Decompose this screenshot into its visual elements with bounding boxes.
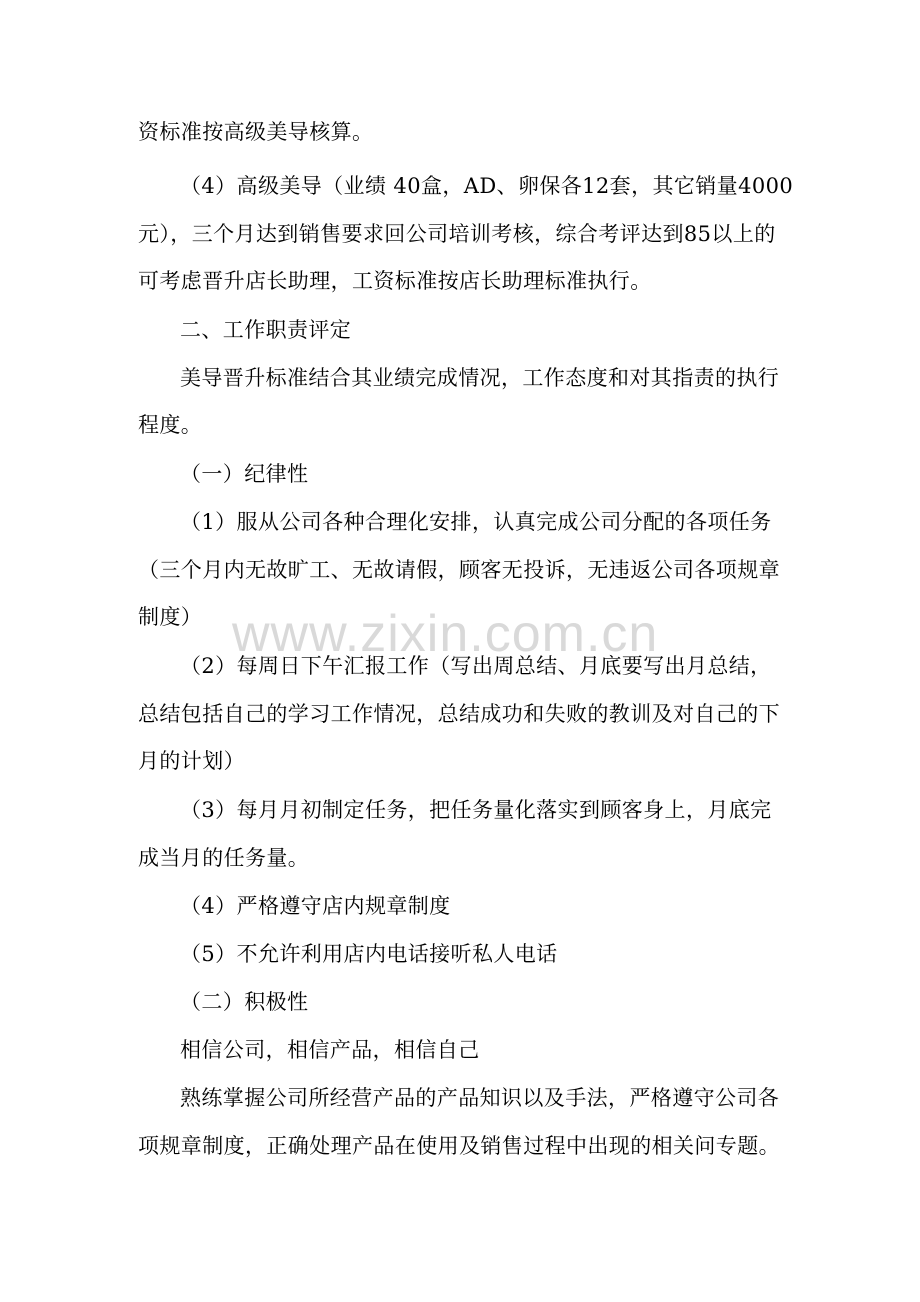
- watermark: www.zixin.com.cn: [232, 605, 659, 663]
- text-line-21: 熟练掌握公司所经营产品的产品知识以及手法，严格遵守公司各: [180, 1086, 780, 1110]
- text-line-18: （5）不允许利用店内电话接听私人电话: [180, 942, 558, 966]
- text-line-9: （1）服从公司各种合理化安排，认真完成公司分配的各项任务: [180, 510, 772, 534]
- text-line-4: 可考虑晋升店长助理，工资标准按店长助理标准执行。: [138, 269, 652, 293]
- text-line-13: 总结包括自己的学习工作情况，总结成功和失败的教训及对自己的下: [138, 702, 780, 726]
- text-line-15: （3）每月月初制定任务，把任务量化落实到顾客身上，月底完: [180, 798, 772, 822]
- text-line-7: 程度。: [138, 413, 203, 437]
- text-line-2: （4）高级美导（业绩 40盒，AD、卵保各12套，其它销量4000: [180, 174, 794, 198]
- text-line-10: （三个月内无故旷工、无故请假，顾客无投诉，无违返公司各项规章: [138, 558, 780, 582]
- text-line-12: （2）每周日下午汇报工作（写出周总结、月底要写出月总结，: [180, 654, 772, 678]
- text-line-3: 元），三个月达到销售要求回公司培训考核，综合考评达到85以上的: [138, 222, 776, 246]
- subheading-discipline: （一）纪律性: [180, 462, 309, 486]
- text-line-20: 相信公司，相信产品，相信自己: [180, 1038, 480, 1062]
- text-line-22: 项规章制度，正确处理产品在使用及销售过程中出现的相关问专题。: [138, 1134, 780, 1158]
- text-line-6: 美导晋升标准结合其业绩完成情况，工作态度和对其指责的执行: [180, 366, 780, 390]
- subheading-initiative: （二）积极性: [180, 990, 309, 1014]
- text-line-11: 制度）: [138, 605, 203, 629]
- text-line-16: 成当月的任务量。: [138, 846, 310, 870]
- text-line-1: 资标准按高级美导核算。: [138, 120, 374, 144]
- text-line-14: 月的计划）: [138, 749, 245, 773]
- text-line-17: （4）严格遵守店内规章制度: [180, 894, 451, 918]
- section-heading-duties: 二、工作职责评定: [180, 318, 352, 342]
